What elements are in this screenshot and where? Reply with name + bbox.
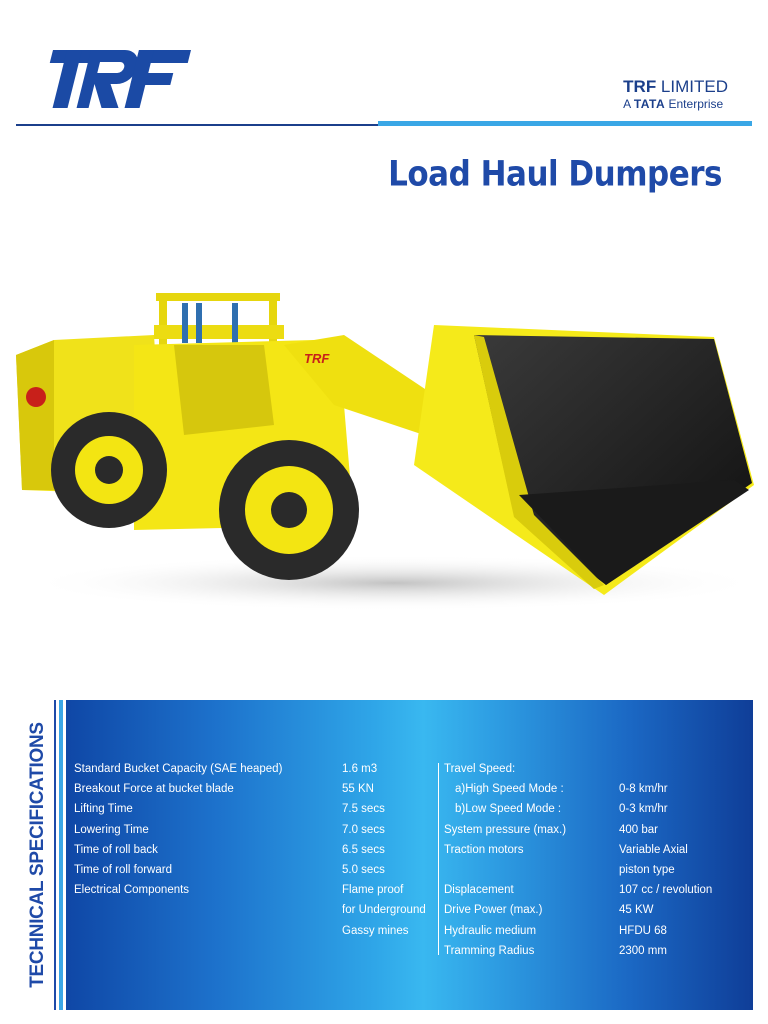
spec-label: System pressure (max.) [444,823,567,836]
spec-value: HFDU 68 [619,924,667,937]
spec-label: b)Low Speed Mode : [455,803,562,816]
spec-value: 400 bar [619,823,659,836]
header-rule-light [378,121,752,126]
spec-value: 55 KN [342,783,374,796]
trf-logo [40,46,192,112]
spec-value: piston type [619,863,675,876]
spec-label: Traction motors [444,843,524,856]
spec-label: a)High Speed Mode : [455,783,564,796]
spec-labels-right [444,759,614,961]
load-haul-dumper-image [14,285,754,610]
spec-stripe-dark [54,700,56,1010]
spec-label: Standard Bucket Capacity (SAE heaped) [74,763,283,775]
company-tagline [623,97,728,111]
header-rule-dark [16,124,378,126]
svg-text:TRF: TRF [304,351,330,366]
spec-label: Time of roll forward [74,863,172,876]
spec-value: 6.5 secs [342,843,385,856]
spec-stripe-light [59,700,63,1010]
tagline-prefix: A [623,97,634,111]
spec-value: for Underground [342,904,426,917]
spec-value: 0-3 km/hr [619,803,668,816]
spec-value: 45 KW [619,904,654,917]
company-name [623,78,728,96]
spec-section-label: TECHNICAL SPECIFICATIONS [27,722,48,988]
spec-label: Lowering Time [74,823,149,836]
spec-value: 5.0 secs [342,863,385,876]
spec-label: Tramming Radius [444,944,535,957]
company-name-bold: TRF [623,77,657,96]
spec-value: 0-8 km/hr [619,783,668,796]
spec-value: 7.0 secs [342,823,385,836]
spec-label: Travel Speed: [444,763,516,775]
spec-label: Breakout Force at bucket blade [74,783,234,796]
spec-value: 7.5 secs [342,803,385,816]
tata-brand: TATA [633,97,666,111]
spec-value: 1.6 m3 [342,763,378,775]
spec-values-right [619,759,749,961]
spec-value: Gassy mines [342,924,409,937]
page-title: Load Haul Dumpers [388,154,722,195]
spec-value [619,759,749,779]
spec-label: Electrical Components [74,884,190,897]
spec-values-left [342,759,442,941]
spec-label: Hydraulic medium [444,924,537,937]
spec-label: Displacement [444,884,514,897]
spec-value: 107 cc / revolution [619,884,713,897]
spec-label: Drive Power (max.) [444,904,543,917]
company-name-rest: LIMITED [656,77,728,96]
spec-value: Flame proof [342,884,404,897]
tagline-suffix: Enterprise [665,97,724,111]
spec-panel [66,700,753,1010]
spec-column-divider [438,763,439,955]
spec-value: 2300 mm [619,944,667,957]
spec-label: Lifting Time [74,803,133,816]
spec-label [444,860,614,880]
company-block [623,78,728,111]
spec-label: Time of roll back [74,843,158,856]
spec-value: Variable Axial [619,843,688,856]
spec-labels-left [74,759,334,900]
